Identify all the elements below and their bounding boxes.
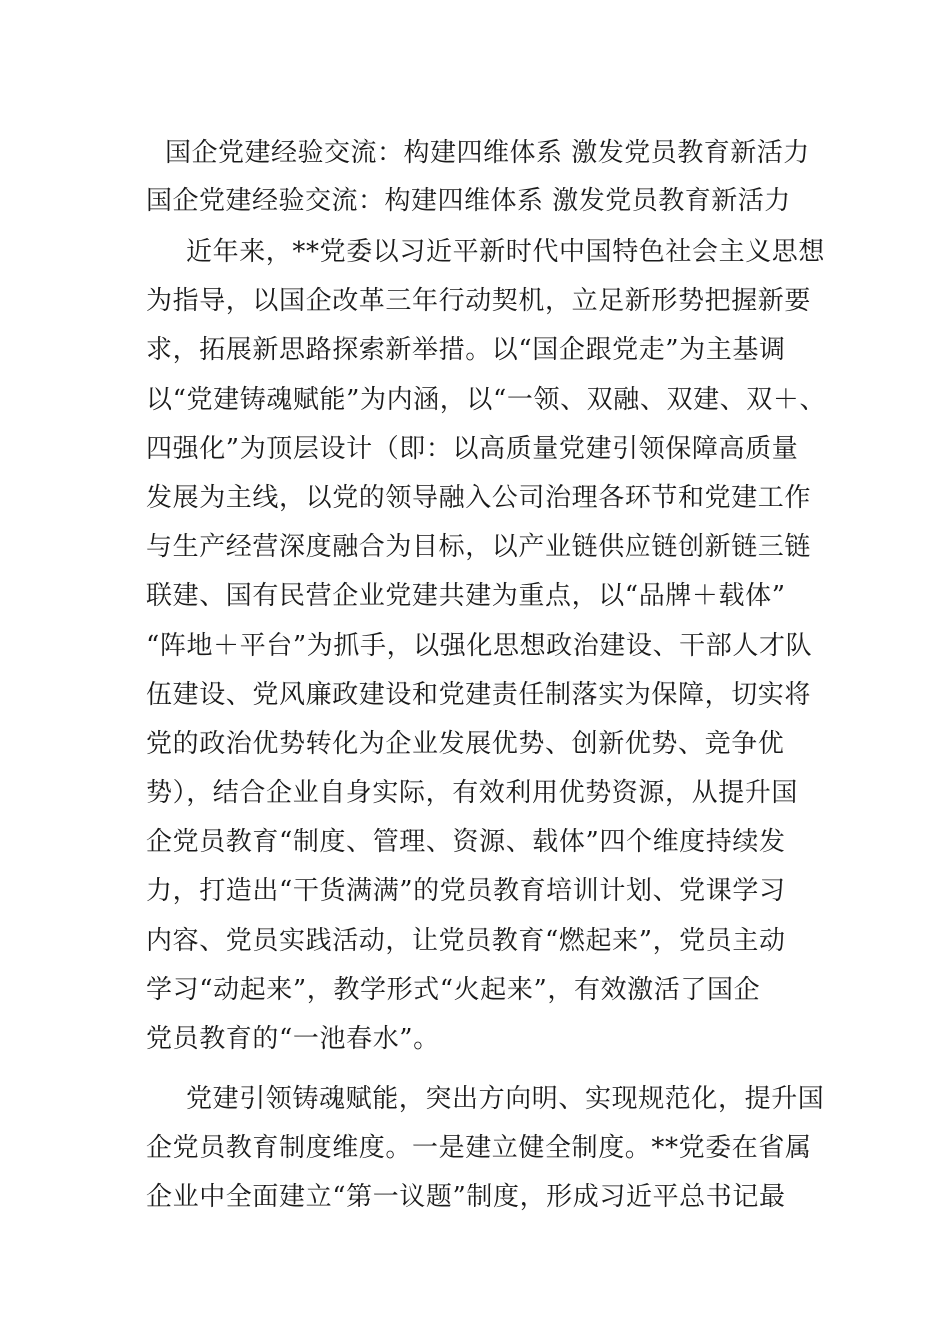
paragraph-line: “阵地＋平台”为抓手，以强化思想政治建设、干部人才队	[146, 630, 813, 661]
document-title-repeat: 国企党建经验交流：构建四维体系 激发党员教育新活力	[165, 138, 810, 168]
paragraph-line: 党的政治优势转化为企业发展优势、创新优势、竞争优	[146, 728, 785, 759]
paragraph-line: 求，拓展新思路探索新举措。以“国企跟党走”为主基调	[146, 335, 786, 366]
paragraph-line: 联建、国有民营企业党建共建为重点，以“品牌＋载体”	[146, 581, 786, 612]
paragraph-line: 势），结合企业自身实际，有效利用优势资源，从提升国	[146, 778, 799, 809]
paragraph-line: 党建引领铸魂赋能，突出方向明、实现规范化，提升国	[186, 1084, 825, 1114]
document-title: 国企党建经验交流：构建四维体系 激发党员教育新活力	[146, 186, 791, 216]
paragraph-line: 企党员教育“制度、管理、资源、载体”四个维度持续发	[146, 827, 786, 858]
paragraph-line: 与生产经营深度融合为目标，以产业链供应链创新链三链	[146, 532, 812, 563]
paragraph-line: 伍建设、党风廉政建设和党建责任制落实为保障，切实将	[146, 679, 812, 710]
paragraph-line: 学习“动起来”，教学形式“火起来”，有效激活了国企	[146, 974, 761, 1005]
paragraph-line: 内容、党员实践活动，让党员教育“燃起来”，党员主动	[146, 925, 786, 956]
paragraph-intro	[146, 228, 827, 1064]
paragraph-line: 发展为主线，以党的领导融入公司治理各环节和党建工作	[146, 482, 812, 513]
paragraph-line: 以“党建铸魂赋能”为内涵，以“一领、双融、双建、双＋、	[146, 384, 827, 415]
paragraph-line: 企党员教育制度维度。一是建立健全制度。**党委在省属	[146, 1133, 812, 1164]
paragraph-line: 力，打造出“干货满满”的党员教育培训计划、党课学习	[146, 876, 786, 907]
paragraph-line: 企业中全面建立“第一议题”制度，形成习近平总书记最	[146, 1182, 786, 1213]
paragraph-institution	[146, 1075, 825, 1223]
paragraph-line: 为指导，以国企改革三年行动契机，立足新形势把握新要	[146, 286, 812, 317]
paragraph-line: 四强化”为顶层设计（即：以高质量党建引领保障高质量	[146, 433, 799, 464]
paragraph-line: 近年来，**党委以习近平新时代中国特色社会主义思想	[186, 237, 826, 267]
paragraph-line: 党员教育的“一池春水”。	[146, 1024, 440, 1054]
